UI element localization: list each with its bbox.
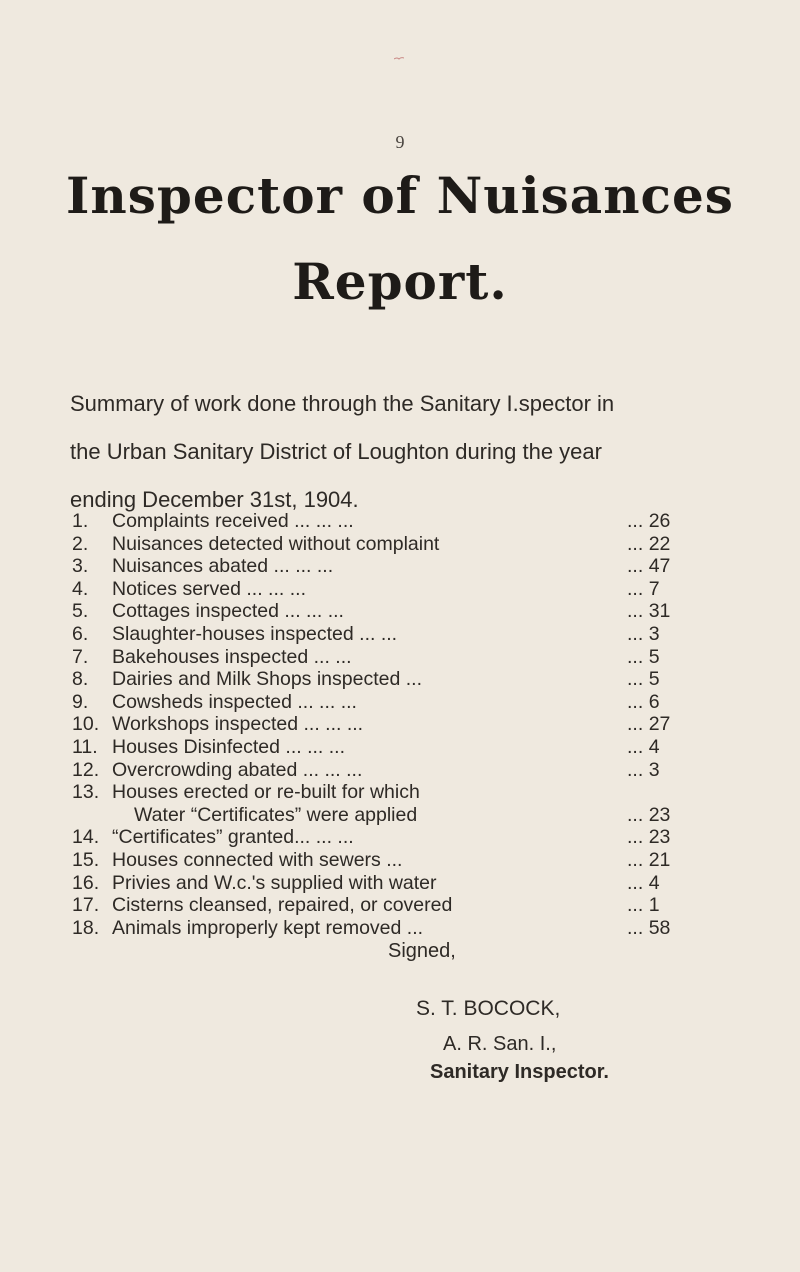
item-number: 4. (72, 577, 89, 600)
item-label (112, 826, 612, 849)
item-label (112, 578, 612, 601)
item-number: 18. (72, 916, 100, 939)
item-number: 7. (72, 645, 89, 668)
item-count: 1 (648, 894, 660, 917)
report-heading-line1: Inspector of Nuisances (66, 166, 734, 225)
item-value (627, 646, 687, 669)
item-label-line: Cowsheds inspected ... ... ... (112, 690, 357, 713)
item-count: 27 (648, 713, 671, 736)
item-value (627, 872, 687, 895)
list-item (72, 578, 672, 601)
item-number: 5. (72, 600, 89, 623)
leader-dots: ... (627, 894, 644, 917)
item-value (627, 623, 687, 646)
item-number: 17. (72, 894, 100, 917)
summary-list (72, 510, 672, 939)
item-label-line: Nuisances detected without complaint (112, 532, 440, 555)
item-number: 16. (72, 871, 100, 894)
item-count: 6 (648, 690, 660, 713)
item-count: 47 (648, 555, 671, 578)
item-label-line: Cottages inspected ... ... ... (112, 600, 344, 623)
list-item (72, 668, 672, 691)
item-label (112, 736, 612, 759)
list-item (72, 872, 672, 895)
report-heading-line2: Report. (292, 252, 508, 311)
item-label-line: Complaints received ... ... ... (112, 510, 354, 532)
intro-line: the Urban Sanitary District of Loughton during the year (70, 439, 602, 464)
item-label (112, 668, 612, 691)
item-count: 7 (648, 577, 660, 600)
item-label-line: Cisterns cleansed, repaired, or covered (112, 894, 453, 917)
item-value (627, 736, 687, 759)
list-item (72, 849, 672, 872)
item-number: 3. (72, 555, 89, 578)
item-label-line: Overcrowding abated ... ... ... (112, 758, 363, 781)
item-count: 3 (648, 622, 660, 645)
list-item (72, 781, 672, 826)
item-label-line: Nuisances abated ... ... ... (112, 555, 334, 578)
item-label-line: Water “Certificates” were applied (134, 803, 418, 826)
item-number: 9. (72, 690, 89, 713)
item-label (112, 917, 612, 940)
item-label-line: Houses connected with sewers ... (112, 848, 403, 871)
signer-role: Sanitary Inspector. (430, 1061, 609, 1083)
item-count: 3 (648, 758, 660, 781)
list-item (72, 917, 672, 940)
item-label (112, 691, 612, 714)
signer-name: S. T. BOCOCK, (416, 997, 561, 1020)
leader-dots: ... (627, 735, 644, 758)
item-number: 6. (72, 622, 89, 645)
item-label (112, 759, 612, 782)
item-label-line: “Certificates” granted... ... ... (112, 826, 354, 849)
list-item (72, 826, 672, 849)
item-value (627, 555, 687, 578)
item-count: 22 (648, 532, 671, 555)
item-count: 5 (648, 645, 660, 668)
list-item (72, 533, 672, 556)
item-count: 26 (648, 510, 671, 532)
item-value (627, 849, 687, 872)
list-item (72, 713, 672, 736)
item-label-line: Dairies and Milk Shops inspected ... (112, 668, 422, 691)
item-label-line: Bakehouses inspected ... ... (112, 645, 352, 668)
list-item (72, 510, 672, 533)
item-value (627, 533, 687, 556)
item-label-line: Privies and W.c.'s supplied with water (112, 871, 437, 894)
item-label (112, 510, 612, 533)
item-label-line: Slaughter-houses inspected ... ... (112, 622, 398, 645)
leader-dots: ... (627, 713, 644, 736)
item-label-line: Houses Disinfected ... ... ... (112, 735, 346, 758)
item-value (627, 759, 687, 782)
item-value (627, 894, 687, 917)
leader-dots: ... (627, 622, 644, 645)
item-count: 5 (648, 668, 660, 691)
leader-dots: ... (627, 848, 644, 871)
ink-speck (394, 57, 404, 60)
intro-paragraph (70, 380, 770, 524)
leader-dots: ... (627, 510, 644, 532)
item-label (112, 781, 612, 826)
list-item (72, 600, 672, 623)
item-value (627, 510, 687, 533)
item-number: 12. (72, 758, 100, 781)
item-number: 11. (72, 735, 98, 758)
item-label-line: Animals improperly kept removed ... (112, 916, 424, 939)
list-item (72, 623, 672, 646)
item-count: 4 (648, 735, 660, 758)
item-number: 10. (72, 713, 100, 736)
leader-dots: ... (627, 826, 644, 849)
list-item (72, 759, 672, 782)
list-item (72, 894, 672, 917)
item-label (112, 623, 612, 646)
item-label (112, 872, 612, 895)
item-count: 4 (648, 871, 660, 894)
leader-dots: ... (627, 600, 644, 623)
item-value (627, 691, 687, 714)
leader-dots: ... (627, 803, 644, 826)
leader-dots: ... (627, 532, 644, 555)
item-value (627, 578, 687, 601)
item-count: 31 (648, 600, 671, 623)
item-value (627, 668, 687, 691)
item-label-line: Workshops inspected ... ... ... (112, 713, 364, 736)
leader-dots: ... (627, 916, 644, 939)
item-number: 14. (72, 826, 100, 849)
item-number: 1. (72, 510, 89, 532)
item-count: 23 (648, 826, 671, 849)
item-label (112, 600, 612, 623)
intro-line: ending December 31st, 1904. (70, 487, 359, 512)
list-item (72, 736, 672, 759)
item-count: 21 (648, 848, 671, 871)
item-label (112, 646, 612, 669)
item-number: 13. (72, 781, 100, 804)
intro-line: Summary of work done through the Sanitary I.spector in (70, 391, 615, 416)
list-item (72, 555, 672, 578)
page-number: 9 (395, 132, 405, 152)
item-label-line: Notices served ... ... ... (112, 577, 306, 600)
leader-dots: ... (627, 871, 644, 894)
item-count: 23 (648, 803, 671, 826)
leader-dots: ... (627, 668, 644, 691)
item-label (112, 555, 612, 578)
leader-dots: ... (627, 758, 644, 781)
item-value (627, 600, 687, 623)
leader-dots: ... (627, 555, 644, 578)
item-value (627, 917, 687, 940)
item-number: 2. (72, 532, 89, 555)
item-label-line: Houses erected or re-built for which (112, 781, 420, 804)
signer-credentials: A. R. San. I., (443, 1033, 557, 1055)
item-number: 8. (72, 668, 89, 691)
leader-dots: ... (627, 577, 644, 600)
signed-label: Signed, (388, 940, 456, 962)
item-value (627, 713, 687, 736)
leader-dots: ... (627, 645, 644, 668)
item-label (112, 533, 612, 556)
item-number: 15. (72, 848, 100, 871)
list-item (72, 691, 672, 714)
item-count: 58 (648, 916, 671, 939)
list-item (72, 646, 672, 669)
item-value (627, 826, 687, 849)
leader-dots: ... (627, 690, 644, 713)
item-label (112, 894, 612, 917)
item-value (627, 804, 687, 827)
item-label (112, 849, 612, 872)
item-label (112, 713, 612, 736)
